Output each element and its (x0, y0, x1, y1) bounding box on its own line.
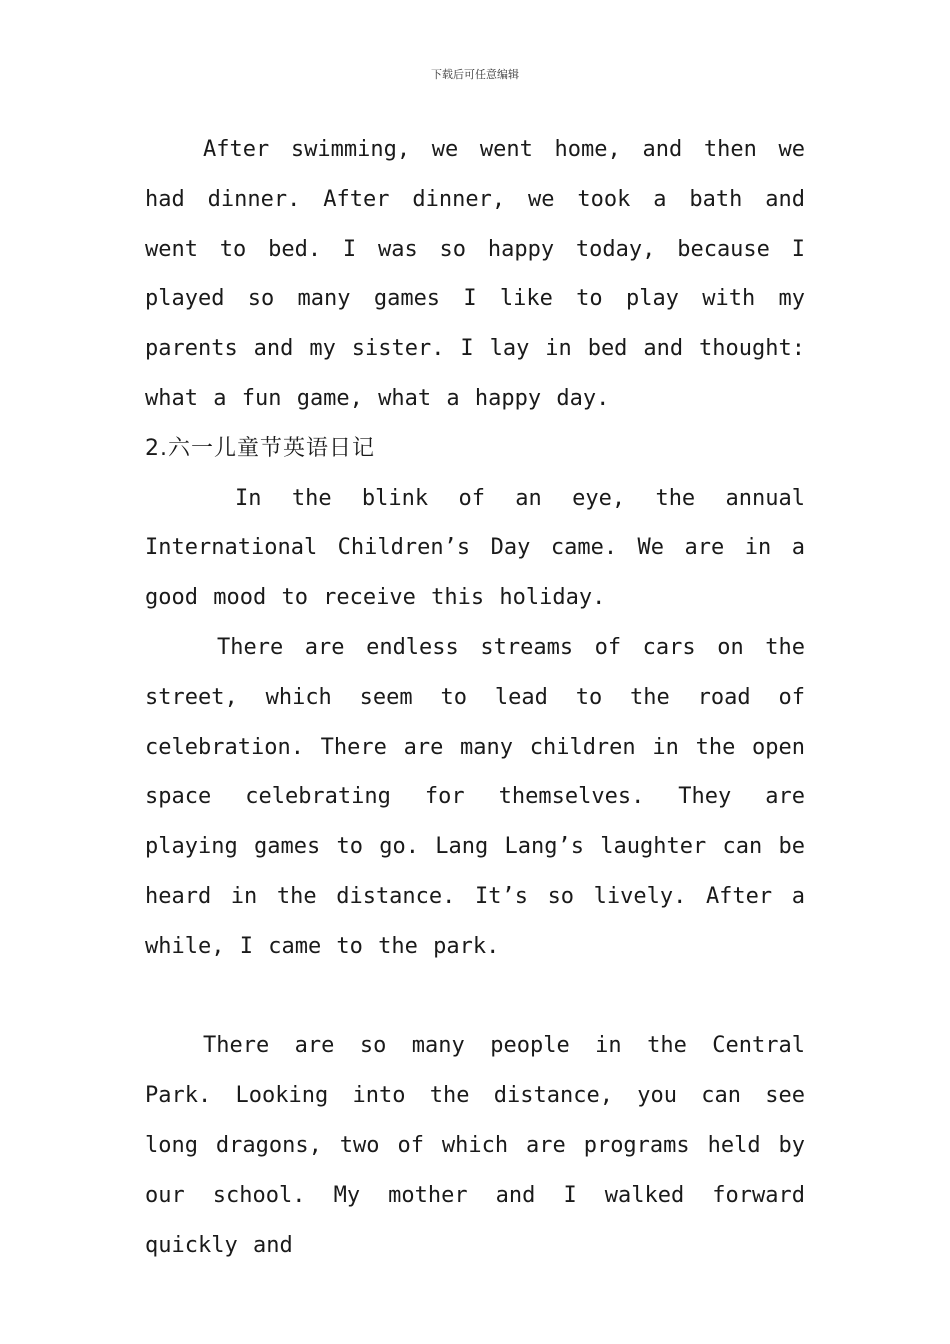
paragraph-central-park: There are so many people in the Central Park. Looking into the distance, you can see long dragons, two of which are programs held by our school. My mother and I walked forward quickly and (145, 1033, 805, 1258)
document-body (145, 125, 805, 1270)
page-header: 下载后可任意编辑 (431, 68, 519, 81)
paragraph-after-swimming: After swimming, we went home, and then we had dinner. After dinner, we took a bath and went to bed. I was so happy today, because I played so many games I like to play with my parents and my sister. I lay in bed and thought: what a fun game, what a happy day. (145, 137, 805, 411)
paragraph-streams-of-cars: There are endless streams of cars on the street, which seem to lead to the road of celebration. There are many children in the open space celebrating for themselves. They are playing games to go. Lang Lang’s laughter can be heard in the distance. It’s so lively. After a while, I came to the park. (145, 634, 805, 959)
paragraph-spacer (145, 972, 805, 1022)
section-heading: 2.六一儿童节英语日记 (145, 435, 375, 461)
paragraph-blink-of-an-eye: In the blink of an eye, the annual International Children’s Day came. We are in a good mood to receive this holiday. (145, 485, 805, 611)
